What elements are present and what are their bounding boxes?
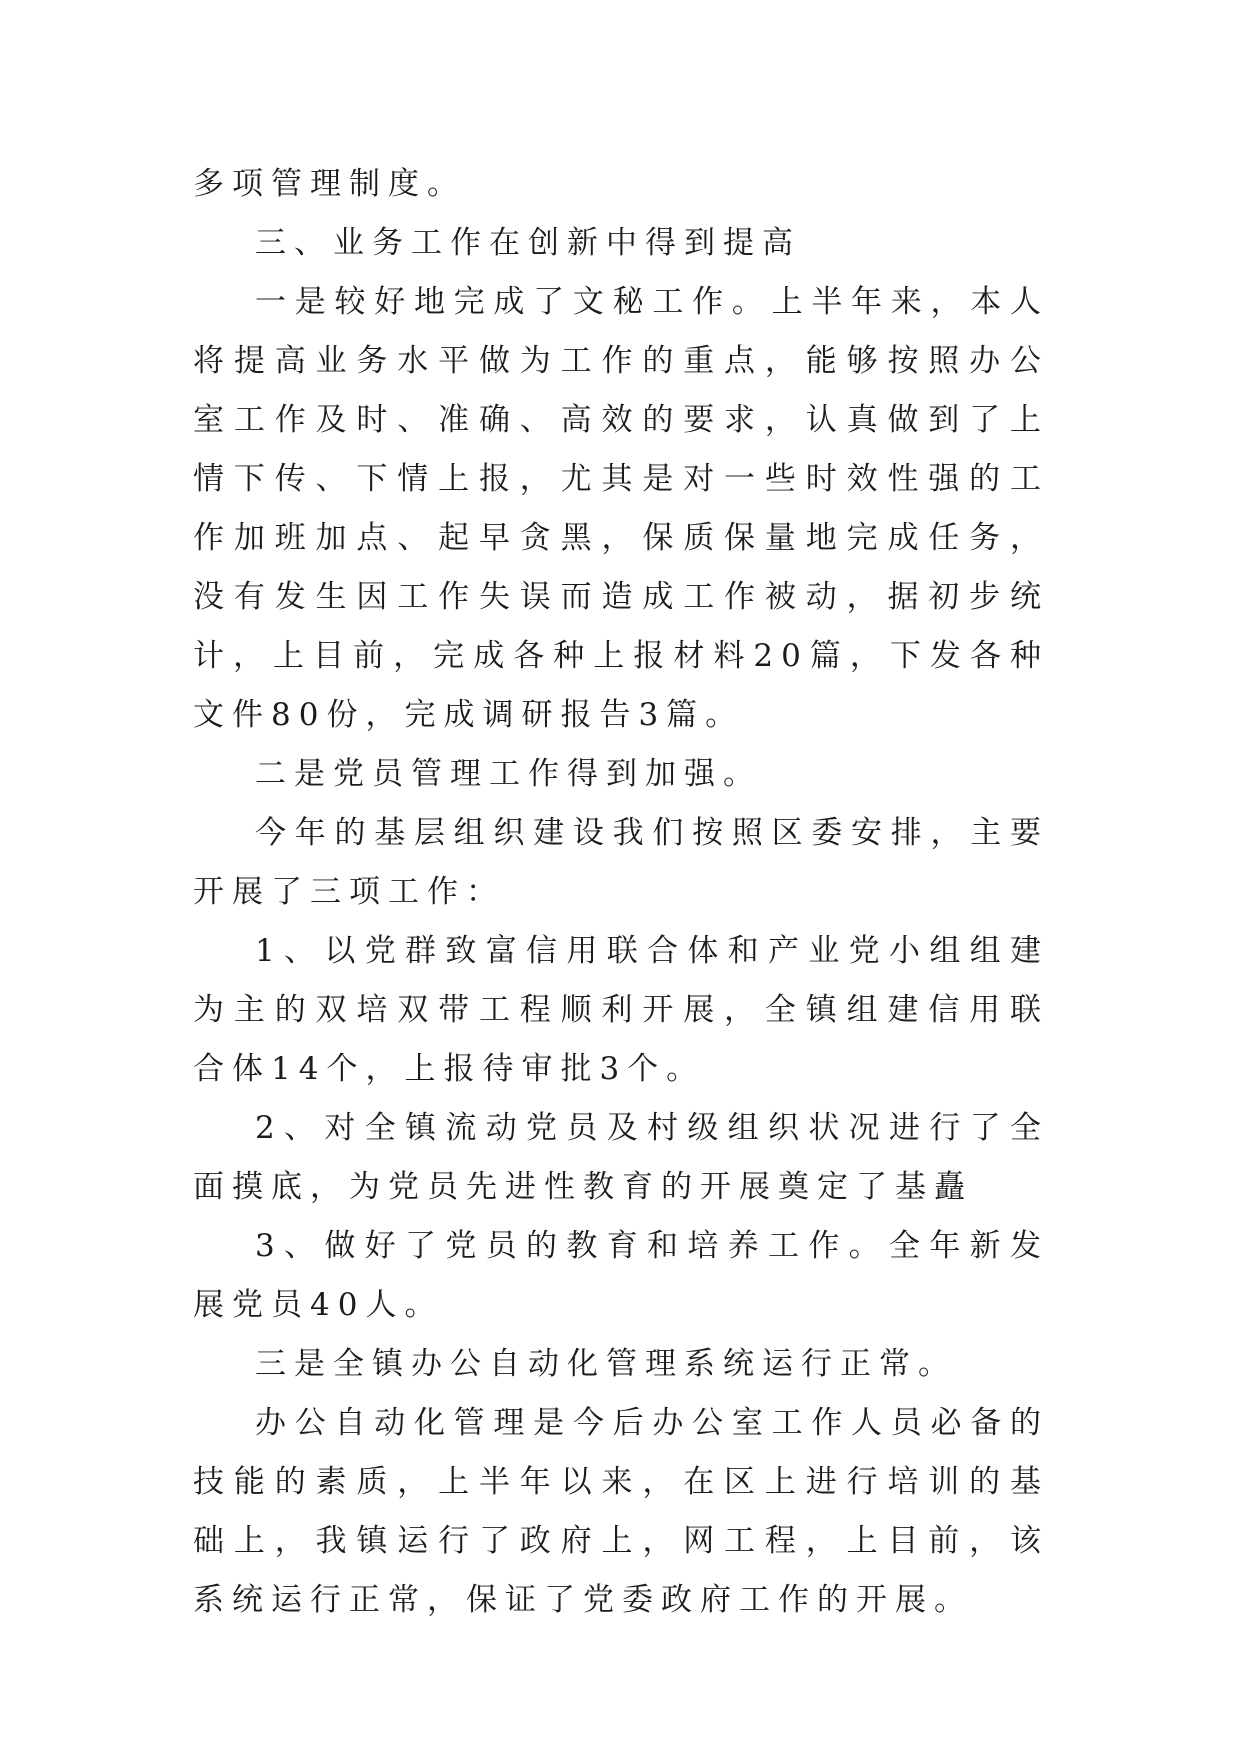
list-item-3: 3、做好了党员的教育和培养工作。全年新发展党员40人。 — [193, 1228, 1049, 1323]
paragraph-1: 多项管理制度。 — [193, 166, 466, 202]
paragraph-office-automation: 三是全镇办公自动化管理系统运行正常。 — [255, 1346, 957, 1382]
paragraph-party-management: 二是党员管理工作得到加强。 — [255, 756, 762, 792]
list-item-2: 2、对全镇流动党员及村级组织状况进行了全面摸底，为党员先进性教育的开展奠定了基矗 — [193, 1110, 1049, 1205]
paragraph-secretarial-work: 一是较好地完成了文秘工作。上半年来，本人将提高业务水平做为工作的重点，能够按照办公室工作及时、准确、高效的要求，认真做到了上情下传、下情上报，尤其是对一些时效性强的工作加班加点、起早贪黑，保质保量地完成任务，没有发生因工作失误而造成工作被动，据初步统计，上目前，完成各种上报材料20篇，下发各种文件80份，完成调研报告3篇。 — [193, 284, 1049, 733]
document-page — [193, 155, 1049, 1630]
section-heading-3: 三、业务工作在创新中得到提高 — [255, 225, 801, 261]
paragraph-grassroots: 今年的基层组织建设我们按照区委安排，主要开展了三项工作： — [193, 815, 1049, 910]
paragraph-office-automation-detail: 办公自动化管理是今后办公室工作人员必备的技能的素质，上半年以来，在区上进行培训的基础上，我镇运行了政府上，网工程，上目前，该系统运行正常，保证了党委政府工作的开展。 — [193, 1405, 1049, 1618]
list-item-1: 1、以党群致富信用联合体和产业党小组组建为主的双培双带工程顺利开展，全镇组建信用联合体14个，上报待审批3个。 — [193, 933, 1049, 1087]
